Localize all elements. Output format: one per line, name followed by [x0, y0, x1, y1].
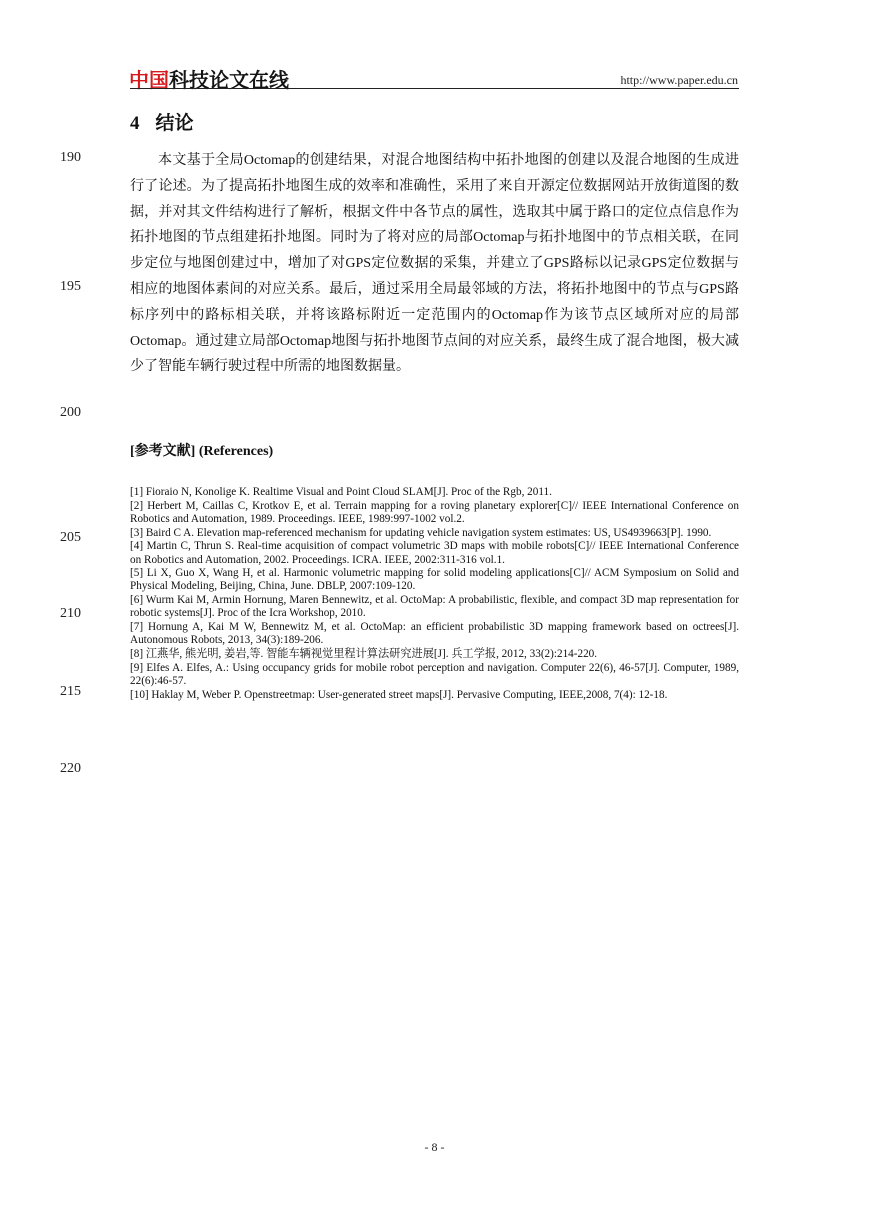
- section-heading: [130, 108, 210, 135]
- logo-red-text: 中国: [129, 68, 169, 92]
- reference-item: [8] 江燕华, 熊光明, 姜岩,等. 智能车辆视觉里程计算法研究进展[J]. 兵工学报, 2012, 33(2):214-220.: [130, 647, 598, 660]
- reference-item: [7] Hornung A, Kai M W, Bennewitz M, et al. OctoMap: an efficient probabilistic 3D mapping framework based on octrees[J]. Autonomous Robots, 2013, 34(3):189-206.: [130, 621, 739, 647]
- header-divider: [130, 88, 739, 89]
- page-number: - 8 -: [424, 1140, 445, 1154]
- section-number: 4: [130, 113, 140, 134]
- references-heading: [参考文献] (References): [130, 444, 274, 459]
- header-url-link[interactable]: http://www.paper.edu.cn: [620, 73, 738, 87]
- reference-item: [2] Herbert M, Caillas C, Krotkov E, et al. Terrain mapping for a roving planetary explorer[C]// IEEE International Conference on Robotics and Automation, 1989. Proceedings. IEEE, 1989:997-1002 vol.2.: [130, 499, 739, 525]
- line-number: 200: [60, 405, 81, 420]
- line-number: 190: [60, 150, 81, 165]
- conclusion-paragraph: 本文基于全局Octomap的创建结果，对混合地图结构中拓扑地图的创建以及混合地图的生成进行了论述。为了提高拓扑地图生成的效率和准确性，采用了来自开源定位数据网站开放街道图的数据，并对其文件结构进行了解析，根据文件中各节点的属性，选取其中属于路口的定位点信息作为拓扑地图的节点组建拓扑地图。同时为了将对应的局部Octomap与拓扑地图中的节点相关联，在同步定位与地图创建过中，增加了对GPS定位数据的采集，并建立了GPS路标以记录GPS定位数据与相应的地图体素间的对应关系。最后，通过采用全局最邻域的方法，将拓扑地图中的节点与GPS路标序列中的路标相关联，并将该路标附近一定范围内的Octomap作为该节点区域所对应的局部Octomap。通过建立局部Octomap地图与拓扑地图节点间的对应关系，最终生成了混合地图，极大减少了智能车辆行驶过程中所需的地图数据量。: [130, 153, 739, 375]
- section-title: 结论: [155, 113, 194, 134]
- reference-item: [9] Elfes A. Elfes, A.: Using occupancy grids for mobile robot perception and navigation. Computer 22(6), 46-57[J]. Computer, 1989, 22(6):46-57.: [130, 661, 739, 687]
- reference-item: [1] Fioraio N, Konolige K. Realtime Visual and Point Cloud SLAM[J]. Proc of the Rgb, 2011.: [130, 486, 552, 498]
- reference-item: [6] Wurm Kai M, Armin Hornung, Maren Bennewitz, et al. OctoMap: A probabilistic, flexible, and compact 3D map representation for robotic systems[J]. Proc of the Icra Workshop, 2010.: [130, 594, 739, 620]
- logo-black-text: 科技论文在线: [169, 68, 289, 92]
- line-number: 215: [60, 684, 81, 699]
- line-number: 205: [60, 530, 81, 545]
- reference-item: [3] Baird C A. Elevation map-referenced mechanism for updating vehicle navigation system estimates: US, US4939663[P]. 1990.: [130, 526, 712, 539]
- reference-item: [4] Martin C, Thrun S. Real-time acquisition of compact volumetric 3D maps with mobile robots[C]// IEEE International Conference on Robotics and Automation, 2002. Proceedings. ICRA. IEEE, 2002:311-316 vol.1.: [130, 540, 739, 566]
- reference-item: [5] Li X, Guo X, Wang H, et al. Harmonic volumetric mapping for solid modeling applications[C]// ACM Symposium on Solid and Physical Modeling, Beijing, China, June. DBLP, 2007:109-120.: [130, 567, 739, 593]
- line-number: 195: [60, 279, 81, 294]
- reference-item: [10] Haklay M, Weber P. Openstreetmap: User-generated street maps[J]. Pervasive Computing, IEEE,2008, 7(4): 12-18.: [130, 688, 668, 701]
- reference-list: [130, 486, 739, 702]
- line-number: 220: [60, 761, 81, 776]
- line-number: 210: [60, 606, 81, 621]
